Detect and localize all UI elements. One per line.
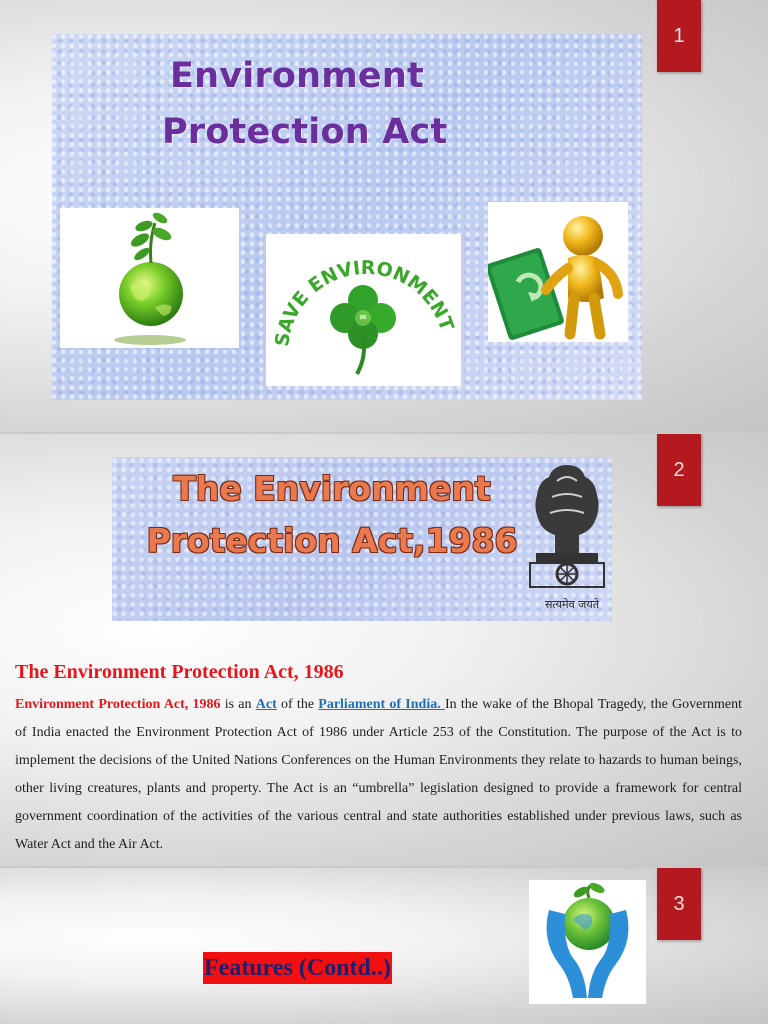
save-environment-text: SAVE ENVIRONMENT [271, 256, 458, 348]
act-name-lead: Environment Protection Act, 1986 [15, 697, 221, 712]
features-title: Features (Contd..) [203, 952, 392, 984]
slide-number-1: 1 [657, 0, 701, 72]
slide-number-2: 2 [657, 434, 701, 506]
act-title-banner [112, 457, 612, 621]
banner-title-line-1: Environment [170, 56, 424, 96]
slide-3 [0, 868, 768, 1024]
emblem-motto: सत्यमेव जयते [544, 598, 599, 611]
act-banner-title-line-1: The Environment [173, 469, 491, 508]
act-banner-title-line-2: Protection Act,1986 [146, 521, 518, 560]
globe-plant-image [60, 208, 239, 348]
banner-title-line-2: Protection Act [162, 112, 448, 152]
section-heading: The Environment Protection Act, 1986 [15, 661, 344, 683]
act-link[interactable]: Act [255, 697, 277, 712]
slide-1 [0, 0, 768, 432]
save-environment-image [266, 234, 461, 386]
act-description-paragraph [15, 691, 742, 859]
title-banner [52, 34, 642, 400]
slide-number-3: 3 [657, 868, 701, 940]
text-fragment: of the [276, 697, 319, 712]
hands-holding-earth-image [529, 880, 646, 1004]
slide-2 [0, 434, 768, 866]
parliament-of-india-link[interactable]: Parliament of India. [318, 697, 445, 712]
recycle-book-figure-image [488, 202, 628, 342]
text-fragment: is an [220, 697, 256, 712]
act-banner-title [142, 463, 522, 567]
paragraph-body-text: In the wake of the Bhopal Tragedy, the Government of India enacted the Environment Protection Act of 1986 under Article 253 of the Constitution. The purpose of the Act is to implement the decisions of the United Nations Conferences on the Human Environments they relate to hazards to human beings, other living creatures, plants and property. The Act is an “umbrella” legislation designed to provide a framework for central government coordination of the activities of the various central and state authorities established under previous laws, such as Water Act and the Air Act. [15, 697, 742, 852]
banner-title [162, 48, 462, 160]
